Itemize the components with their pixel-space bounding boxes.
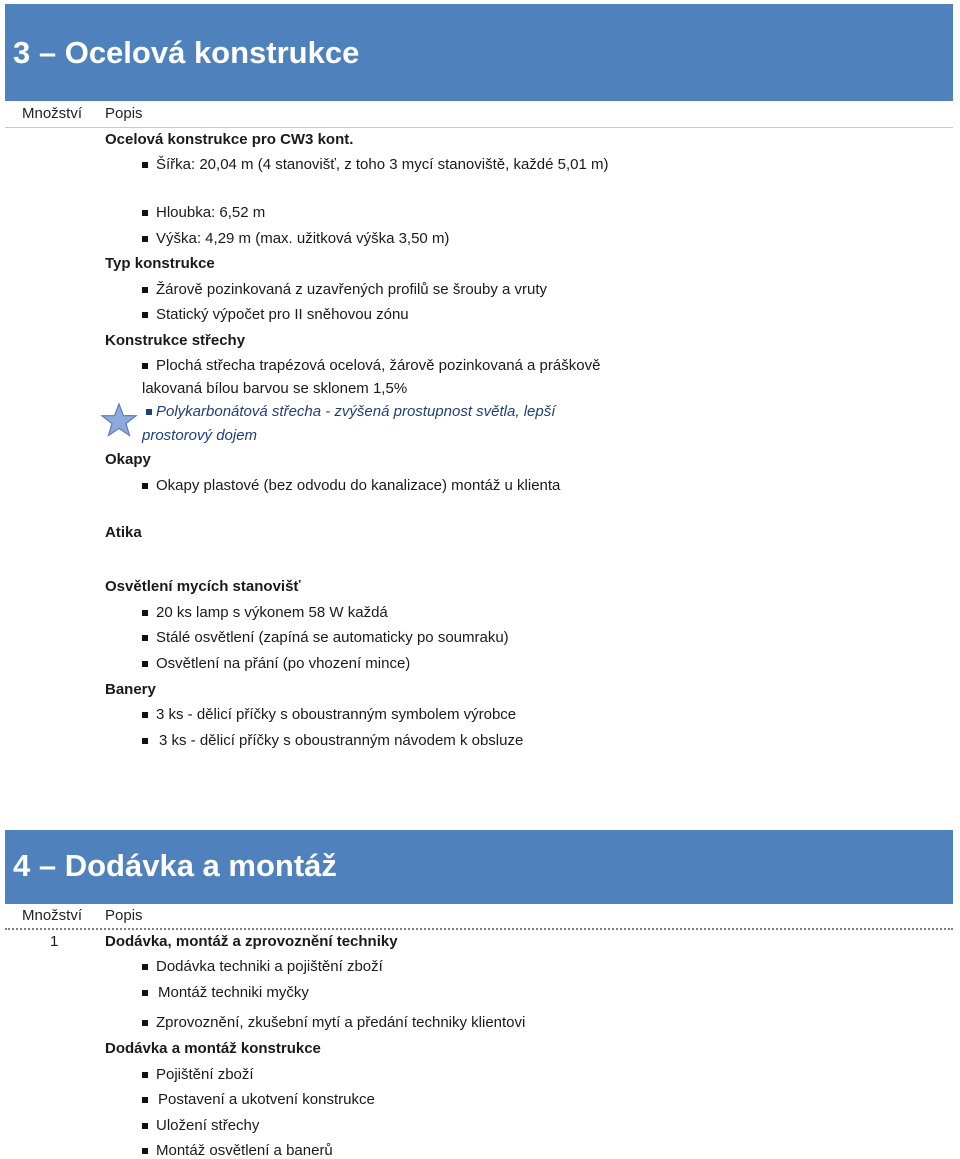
- construction-type-item: Statický výpočet pro II sněhovou zónu: [142, 306, 409, 323]
- section-3-title: 3 – Ocelová konstrukce: [5, 4, 953, 101]
- header-divider: [5, 127, 953, 128]
- star-icon: [100, 402, 138, 438]
- delivery-heading: Dodávka, montáž a zprovoznění techniky: [105, 933, 398, 950]
- gutters-item: Okapy plastové (bez odvodu do kanalizace) montáž u klienta: [142, 477, 560, 494]
- polycarbonate-roof-option-continued: prostorový dojem: [142, 427, 258, 444]
- delivery-item: Montáž techniki myčky: [142, 984, 309, 1001]
- delivery-item: Zprovoznění, zkušební mytí a předání techniky klientovi: [142, 1014, 525, 1031]
- construction-assembly-item: Pojištění zboží: [142, 1066, 254, 1083]
- polycarbonate-roof-option: Polykarbonátová střecha - zvýšená prostupnost světla, lepší: [142, 403, 555, 420]
- lighting-item: 20 ks lamp s výkonem 58 W každá: [142, 604, 388, 621]
- quantity-value: 1: [50, 933, 59, 950]
- roof-item: Plochá střecha trapézová ocelová, žárově pozinkovaná a práškově: [142, 357, 600, 374]
- lighting-item: Stálé osvětlení (zapíná se automaticky po soumraku): [142, 629, 509, 646]
- construction-type-heading: Typ konstrukce: [105, 255, 215, 272]
- construction-type-item: Žárově pozinkovaná z uzavřených profilů se šrouby a vruty: [142, 281, 547, 298]
- dimension-depth: Hloubka: 6,52 m: [142, 204, 265, 221]
- column-header-quantity: Množství: [22, 907, 83, 924]
- construction-assembly-item: Montáž osvětlení a banerů: [142, 1142, 333, 1159]
- column-header-description: Popis: [105, 907, 143, 924]
- construction-assembly-heading: Dodávka a montáž konstrukce: [105, 1040, 321, 1057]
- roof-heading: Konstrukce střechy: [105, 332, 246, 349]
- section-4-title: 4 – Dodávka a montáž: [5, 830, 953, 904]
- dimension-height: Výška: 4,29 m (max. užitková výška 3,50 m): [142, 230, 449, 247]
- banners-item: 3 ks - dělicí příčky s oboustranným návodem k obsluze: [142, 732, 523, 749]
- gutters-heading: Okapy: [105, 451, 151, 468]
- dimension-width: Šířka: 20,04 m (4 stanovišť, z toho 3 mycí stanoviště, každé 5,01 m): [142, 156, 609, 173]
- lighting-item: Osvětlení na přání (po vhození mince): [142, 655, 410, 672]
- delivery-item: Dodávka techniki a pojištění zboží: [142, 958, 383, 975]
- header-divider: [5, 928, 953, 930]
- lighting-heading: Osvětlení mycích stanovišť: [105, 578, 301, 595]
- column-header-description: Popis: [105, 105, 143, 122]
- banners-item: 3 ks - dělicí příčky s oboustranným symbolem výrobce: [142, 706, 516, 723]
- construction-assembly-item: Postavení a ukotvení konstrukce: [142, 1091, 375, 1108]
- column-header-quantity: Množství: [22, 105, 83, 122]
- construction-assembly-item: Uložení střechy: [142, 1117, 259, 1134]
- roof-item-continued: lakovaná bílou barvou se sklonem 1,5%: [142, 380, 408, 397]
- construction-intro: Ocelová konstrukce pro CW3 kont.: [105, 131, 354, 148]
- parapet-heading: Atika: [105, 524, 142, 541]
- banners-heading: Banery: [105, 681, 156, 698]
